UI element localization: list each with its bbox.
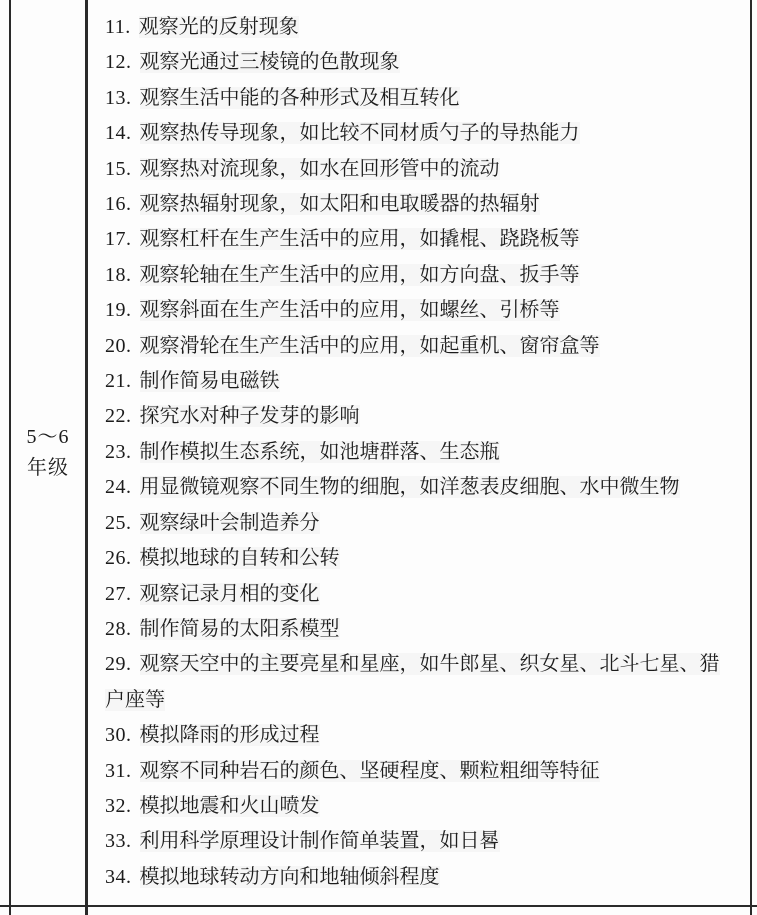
item-number: 13. (105, 86, 132, 109)
list-item (105, 824, 730, 859)
item-text: 观察生活中能的各种形式及相互转化 (139, 86, 460, 109)
item-text: 模拟地球的自转和公转 (139, 547, 340, 570)
list-item (105, 293, 730, 328)
item-text: 用显微镜观察不同生物的细胞，如洋葱表皮细胞、水中微生物 (139, 476, 680, 499)
list-item (105, 541, 730, 576)
item-text: 观察杠杆在生产生活中的应用，如撬棍、跷跷板等 (139, 228, 580, 251)
item-number: 25. (105, 511, 132, 534)
list-item (105, 612, 730, 647)
table-row-bottom-border (0, 905, 757, 907)
list-item (105, 470, 730, 505)
item-text: 观察斜面在生产生活中的应用，如螺丝、引桥等 (139, 299, 560, 322)
item-text: 观察天空中的主要亮星和星座，如牛郎星、织女星、北斗七星、猎户座等 (105, 653, 720, 711)
list-item (105, 222, 730, 257)
list-item (105, 258, 730, 293)
list-item (105, 187, 730, 222)
item-number: 33. (105, 830, 132, 853)
item-number: 32. (105, 794, 132, 817)
list-item (105, 364, 730, 399)
item-text: 利用科学原理设计制作简单装置，如日晷 (139, 830, 500, 853)
item-number: 17. (105, 228, 132, 251)
item-number: 16. (105, 193, 132, 216)
grade-label-line1: 5～6 (26, 425, 70, 448)
item-number: 22. (105, 405, 132, 428)
item-number: 23. (105, 440, 132, 463)
grade-label-line2: 年级 (27, 456, 69, 479)
item-text: 观察热辐射现象，如太阳和电取暖器的热辐射 (139, 193, 540, 216)
item-text: 观察不同种岩石的颜色、坚硬程度、颗粒粗细等特征 (139, 759, 600, 782)
item-number: 29. (105, 653, 132, 676)
activity-list (105, 10, 730, 895)
item-text: 观察光通过三棱镜的色散现象 (139, 51, 400, 74)
item-text: 观察记录月相的变化 (139, 582, 320, 605)
list-item (105, 577, 730, 612)
list-item (105, 860, 730, 895)
item-number: 26. (105, 547, 132, 570)
list-item (105, 81, 730, 116)
item-number: 12. (105, 51, 132, 74)
item-number: 19. (105, 299, 132, 322)
item-number: 24. (105, 476, 132, 499)
item-text: 探究水对种子发芽的影响 (139, 405, 360, 428)
item-text: 模拟地震和火山喷发 (139, 794, 320, 817)
item-text: 模拟降雨的形成过程 (139, 724, 320, 747)
table-border-right (750, 0, 752, 915)
list-item (105, 329, 730, 364)
item-text: 观察热传导现象，如比较不同材质勺子的导热能力 (139, 122, 580, 145)
item-number: 14. (105, 122, 132, 145)
list-item (105, 116, 730, 151)
item-number: 11. (105, 16, 131, 38)
item-text: 观察轮轴在生产生活中的应用，如方向盘、扳手等 (139, 263, 580, 286)
item-number: 18. (105, 263, 132, 286)
item-number: 31. (105, 759, 132, 782)
list-item (105, 754, 730, 789)
item-number: 20. (105, 334, 132, 357)
list-item (105, 647, 730, 718)
list-item (105, 435, 730, 470)
grade-label-cell (11, 0, 85, 905)
item-text: 观察光的反射现象 (138, 16, 299, 38)
item-text: 观察热对流现象，如水在回形管中的流动 (139, 157, 500, 180)
item-number: 30. (105, 724, 132, 747)
item-number: 28. (105, 617, 132, 640)
list-item (105, 10, 730, 45)
activities-cell (88, 0, 750, 905)
item-number: 15. (105, 157, 132, 180)
item-number: 27. (105, 582, 132, 605)
list-item (105, 152, 730, 187)
list-item (105, 718, 730, 753)
item-text: 制作简易电磁铁 (139, 370, 280, 393)
item-text: 制作简易的太阳系模型 (139, 617, 340, 640)
list-item (105, 399, 730, 434)
item-text: 制作模拟生态系统，如池塘群落、生态瓶 (139, 440, 500, 463)
item-number: 34. (105, 865, 132, 888)
item-number: 21. (105, 370, 132, 393)
item-text: 模拟地球转动方向和地轴倾斜程度 (139, 865, 440, 888)
list-item (105, 506, 730, 541)
item-text: 观察绿叶会制造养分 (139, 511, 320, 534)
item-text: 观察滑轮在生产生活中的应用，如起重机、窗帘盒等 (139, 334, 600, 357)
list-item (105, 789, 730, 824)
list-item (105, 45, 730, 80)
